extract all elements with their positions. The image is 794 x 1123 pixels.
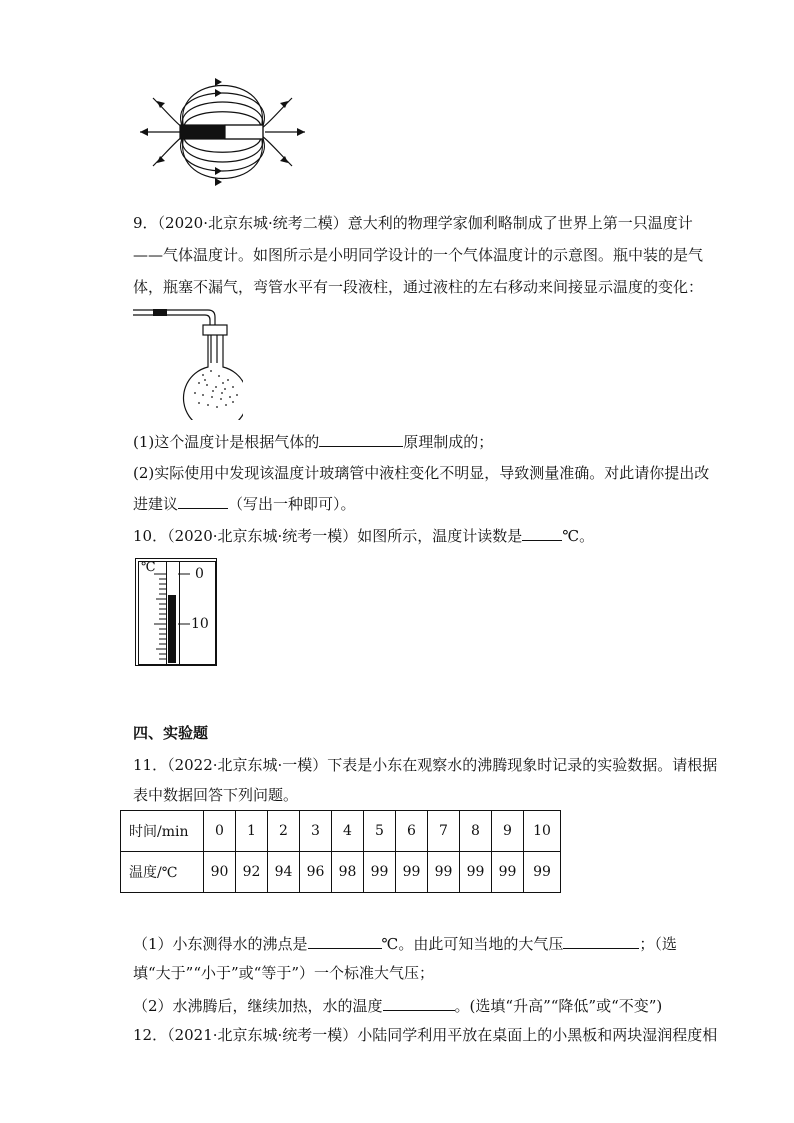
thermometer-label-0: 0 <box>195 566 204 582</box>
table-cell: 6 <box>396 811 428 852</box>
q9-line2: ——气体温度计。如图所示是小明同学设计的一个气体温度计的示意图。瓶中装的是气 <box>133 246 704 264</box>
q11-sub1-blank2[interactable] <box>563 932 639 949</box>
q11-sub1-prefix: （1）小东测得水的沸点是 <box>133 935 308 953</box>
q9-sub1-suffix: 原理制成的； <box>403 433 494 451</box>
q11-sub2-blank[interactable] <box>383 994 455 1011</box>
table-cell: 0 <box>204 811 236 852</box>
q11-line2: 表中数据回答下列问题。 <box>133 786 299 804</box>
thermometer-figure <box>135 558 217 666</box>
q11-sub2-suffix: 。(选填“升高”“降低”或“不变”) <box>454 997 663 1015</box>
q11-line1: 11．（2022·北京东城·一模）下表是小东在观察水的沸腾现象时记录的实验数据。请根据 <box>133 756 718 774</box>
q10-suffix: ℃。 <box>562 527 595 545</box>
table-cell: 90 <box>204 852 236 893</box>
table-row <box>121 811 561 852</box>
q11-sub1-blank1[interactable] <box>308 932 382 949</box>
table-cell: 1 <box>236 811 268 852</box>
table-cell: 94 <box>268 852 300 893</box>
thermometer-label-10: 10 <box>191 616 209 632</box>
boiling-data-table <box>120 810 561 893</box>
q10-text <box>133 524 594 547</box>
q9-sub1 <box>133 430 493 453</box>
q9-sub2-blank[interactable] <box>178 492 228 509</box>
section-4-heading: 四、实验题 <box>133 724 209 742</box>
q11-sub1-suffix: ；（选 <box>639 935 677 953</box>
table-cell: 4 <box>332 811 364 852</box>
table-cell: 2 <box>268 811 300 852</box>
q11-sub2-prefix: （2）水沸腾后，继续加热，水的温度 <box>133 997 383 1015</box>
table-cell: 8 <box>460 811 492 852</box>
table-cell: 5 <box>364 811 396 852</box>
q9-sub2-prefix: 进建议 <box>133 495 179 513</box>
q10-blank[interactable] <box>522 524 562 541</box>
table-row <box>121 852 561 893</box>
q9-sub1-prefix: (1)这个温度计是根据气体的 <box>133 433 320 451</box>
thermometer-scale <box>136 559 216 665</box>
table-cell: 99 <box>396 852 428 893</box>
q11-sub1-line2: 填“大于”“小于”或“等于”）一个标准大气压； <box>133 964 435 982</box>
table-cell: 99 <box>492 852 524 893</box>
table-cell: 7 <box>428 811 460 852</box>
q11-sub1-mid: ℃。由此可知当地的大气压 <box>381 935 564 953</box>
table-cell: 9 <box>492 811 524 852</box>
q9-line1: 9．（2020·北京东城·统考二模）意大利的物理学家伽利略制成了世界上第一只温度计 <box>133 214 693 232</box>
q11-sub1-line1 <box>133 932 677 955</box>
table-header-time: 时间/min <box>121 811 204 852</box>
table-cell: 99 <box>460 852 492 893</box>
table-cell: 99 <box>364 852 396 893</box>
gas-thermometer-figure <box>133 305 243 420</box>
table-cell: 99 <box>428 852 460 893</box>
q10-prefix: 10．（2020·北京东城·统考一模）如图所示，温度计读数是 <box>133 527 523 545</box>
q9-sub2-line2 <box>133 492 356 515</box>
q12-line1: 12．（2021·北京东城·统考一模）小陆同学利用平放在桌面上的小黑板和两块湿润程度相 <box>133 1026 718 1044</box>
table-cell: 92 <box>236 852 268 893</box>
magnetic-field-figure <box>135 70 310 195</box>
q11-sub2 <box>133 994 662 1017</box>
table-cell: 10 <box>524 811 561 852</box>
q9-line3: 体，瓶塞不漏气，弯管水平有一段液柱，通过液柱的左右移动来间接显示温度的变化： <box>133 278 704 296</box>
table-cell: 99 <box>524 852 561 893</box>
table-cell: 98 <box>332 852 364 893</box>
table-header-temp: 温度/℃ <box>121 852 204 893</box>
q9-sub1-blank[interactable] <box>319 430 403 447</box>
q9-sub2-suffix: （写出一种即可）。 <box>228 495 356 513</box>
thermometer-unit: ℃ <box>141 560 156 575</box>
q9-sub2-line1: (2)实际使用中发现该温度计玻璃管中液柱变化不明显，导致测量准确。对此请你提出改 <box>133 464 710 482</box>
table-cell: 3 <box>300 811 332 852</box>
table-cell: 96 <box>300 852 332 893</box>
